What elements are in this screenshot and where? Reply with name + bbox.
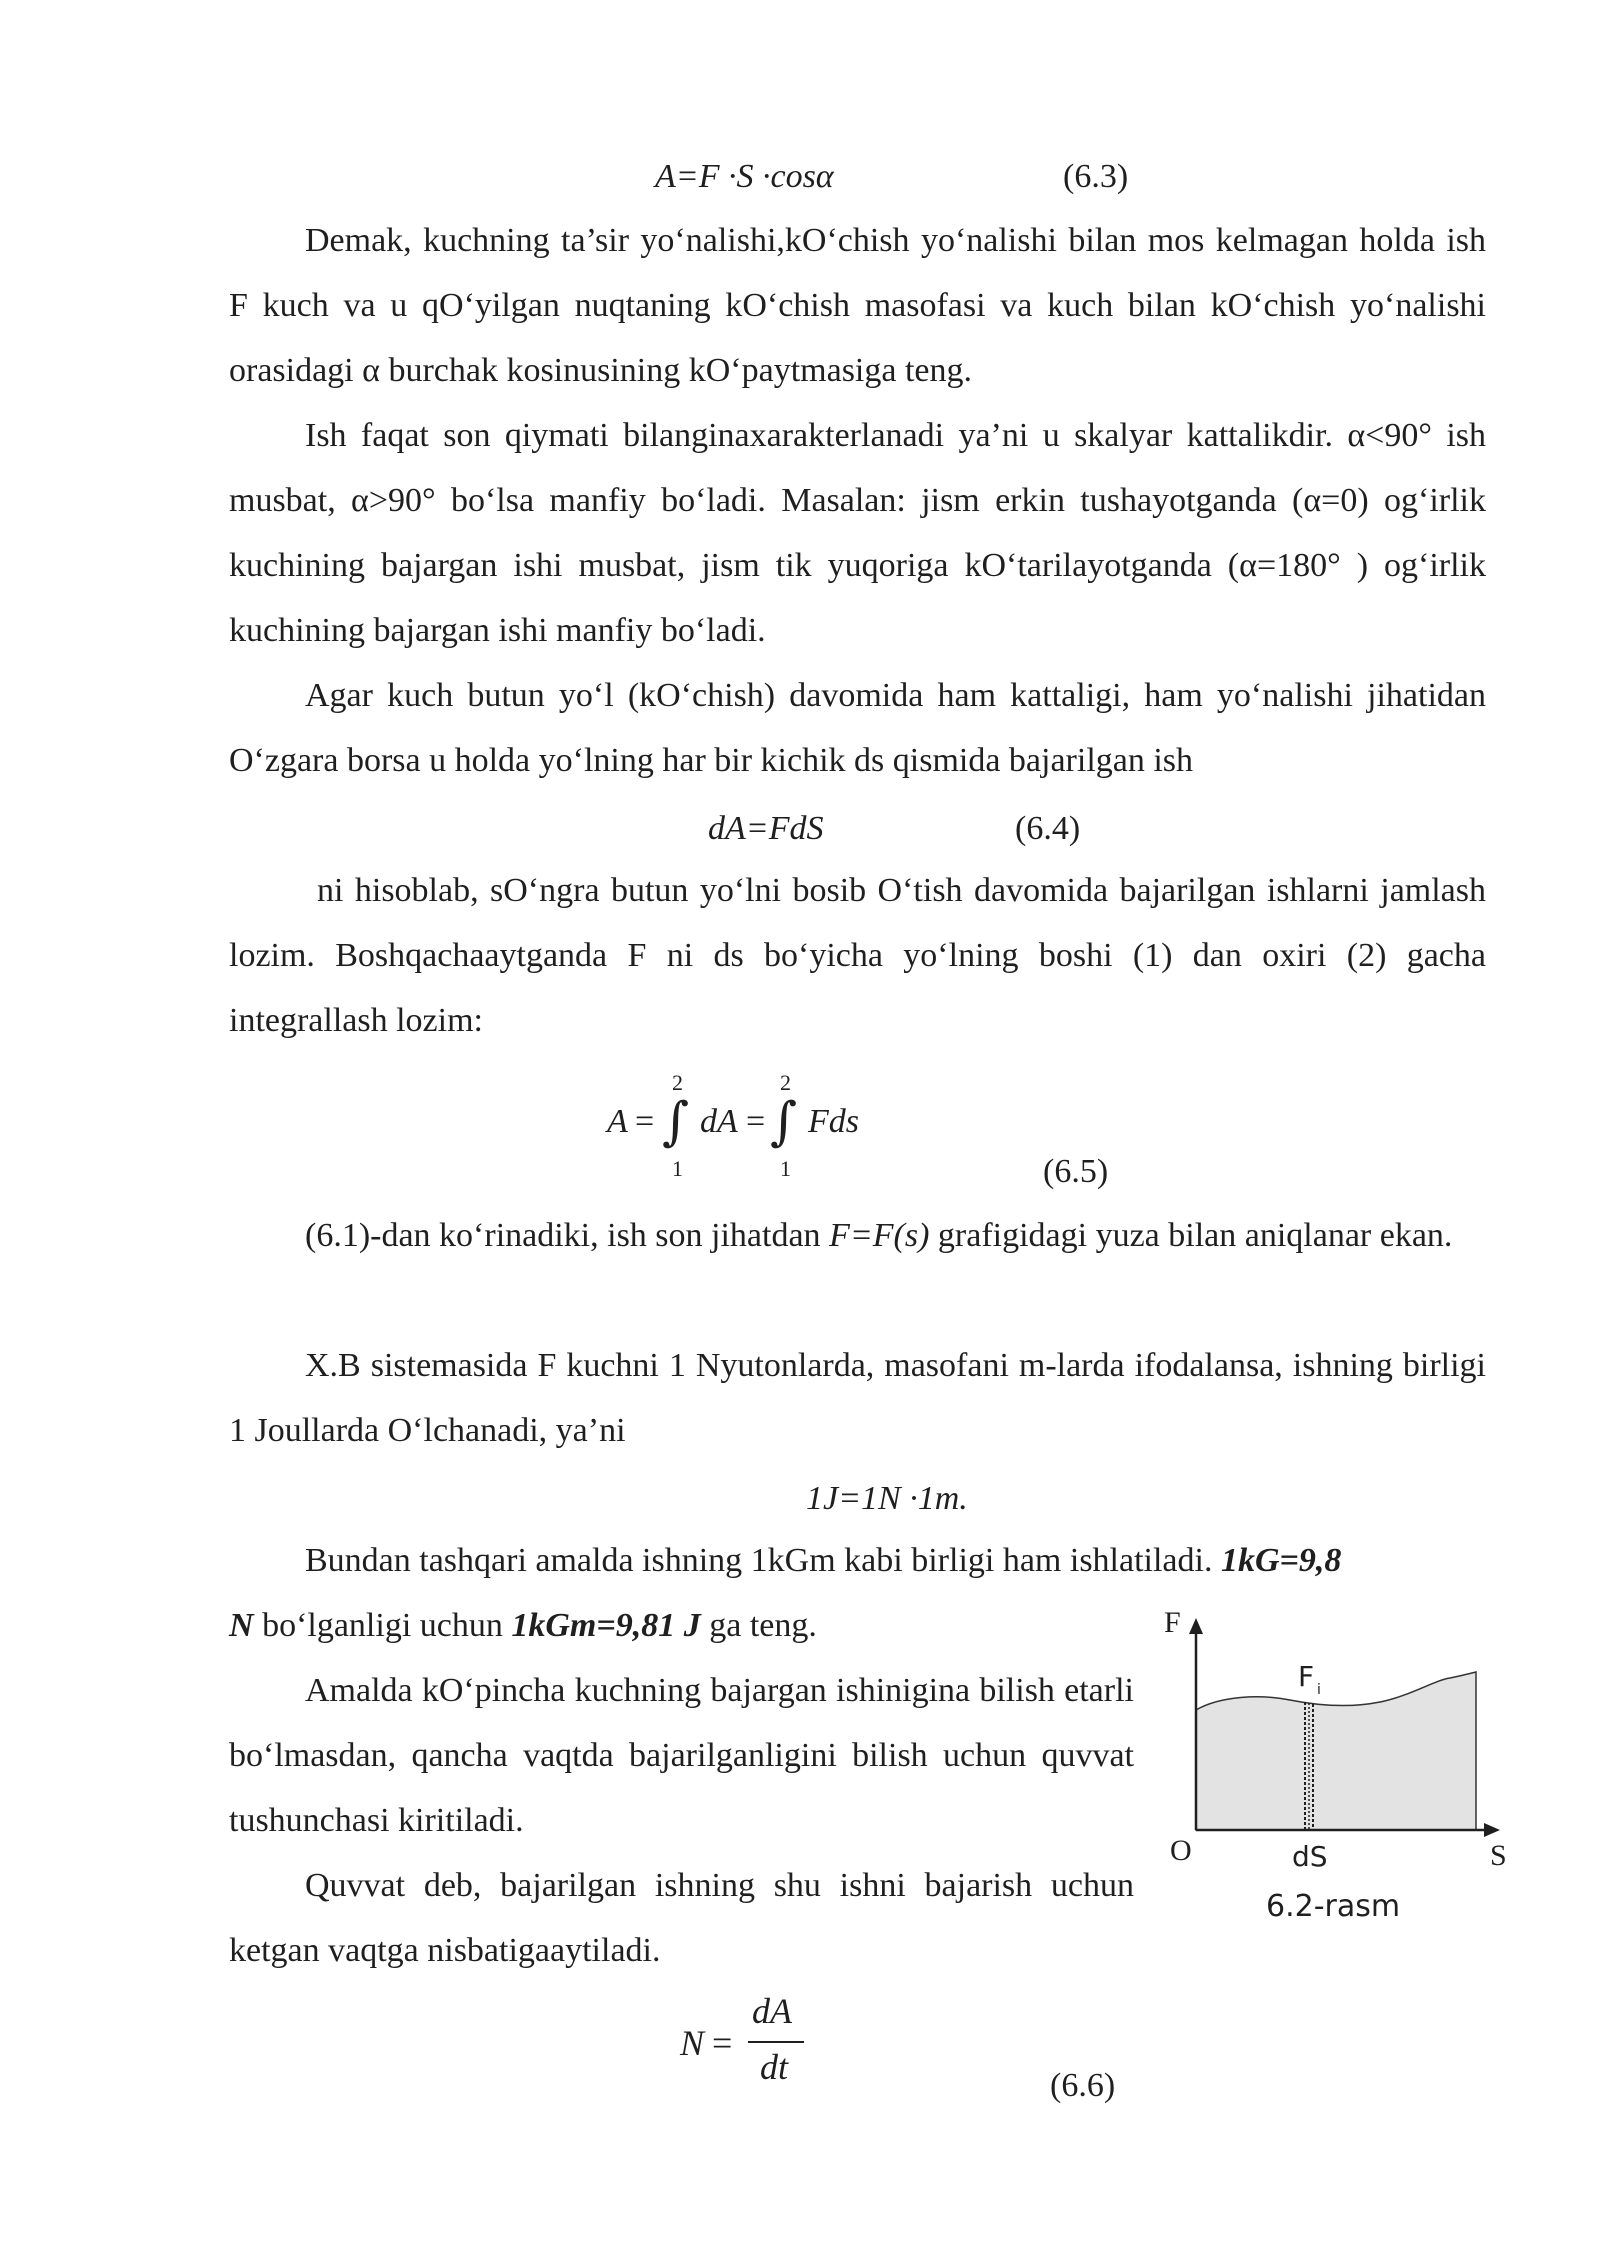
figure-force-distance-graph xyxy=(1150,1600,1530,1930)
fraction-numerator: dA xyxy=(752,1991,792,2031)
para5-function: F=F(s) xyxy=(829,1217,930,1254)
curve-label: F xyxy=(1298,1660,1315,1693)
paragraph-work-definition: Demak, kuchning ta’sir yo‘nalishi,kO‘chish yo‘nalishi bilan mos kelmagan holda ish F kuch va u qO‘yilgan nuqtaning kO‘chish masofasi va kuch bilan kO‘chish yo‘nalishi orasidagi α burchak kosinusining kO‘paytmasiga teng. xyxy=(229,222,1486,389)
power-lhs: N xyxy=(680,2023,705,2063)
integral-rhs: Fds xyxy=(808,1103,859,1140)
integral-sign-2: ∫ xyxy=(770,1092,798,1152)
para7-text-end: ga teng. xyxy=(700,1607,817,1644)
equation-joule: 1J=1N ·1m. xyxy=(806,1480,968,1517)
paragraph-power-definition xyxy=(229,1853,1134,1983)
x-axis-label: S xyxy=(1490,1839,1507,1872)
para5-text-end: grafigidagi yuza bilan aniqlanar ekan. xyxy=(929,1217,1453,1254)
equation-6-4: dA=FdS xyxy=(708,810,824,847)
para7-bold-n: N xyxy=(229,1607,254,1644)
fraction-denominator: dt xyxy=(760,2047,789,2087)
paragraph-graph-area xyxy=(229,1203,1486,1268)
equation-number-6-6: (6.6) xyxy=(1050,2067,1116,2104)
equation-number-6-3: (6.3) xyxy=(1063,158,1129,195)
integral-upper-limit-2: 2 xyxy=(780,1070,791,1095)
figure-caption: 6.2-rasm xyxy=(1266,1889,1401,1924)
para5-text-start: (6.1)-dan ko‘rinadiki, ish son jihatdan xyxy=(305,1217,830,1254)
origin-label: O xyxy=(1170,1834,1192,1867)
fraction-bar xyxy=(748,2041,804,2043)
integral-mid: dA xyxy=(700,1103,738,1140)
para7-text-start: Bundan tashqari amalda ishning 1kGm kabi birligi ham ishlatiladi. xyxy=(305,1542,1221,1579)
equals-sign-2: = xyxy=(746,1103,766,1140)
y-axis-arrow xyxy=(1189,1618,1203,1634)
integral-sign: ∫ xyxy=(662,1092,690,1152)
paragraph-integration: ni hisoblab, sO‘ngra butun yo‘lni bosib O‘tish davomida bajarilgan ishlarni jamlash lozim. Boshqachaaytganda F ni ds bo‘yicha yo‘lning boshi (1) dan oxiri (2) gacha integrallash lozim: xyxy=(229,872,1486,1039)
paragraph-kgm-unit-line2 xyxy=(229,1593,1134,1658)
equals-sign: = xyxy=(635,1103,655,1140)
equation-6-3: A=F ·S ·cosα xyxy=(655,158,834,195)
y-axis-label: F xyxy=(1164,1606,1181,1639)
x-axis-arrow xyxy=(1484,1823,1500,1837)
strip-label: dS xyxy=(1292,1840,1328,1873)
curve-label-subscript: i xyxy=(1317,1682,1321,1698)
integral-lhs: A xyxy=(607,1103,628,1140)
paragraph-kgm-unit xyxy=(229,1528,1486,1593)
paragraph-si-units: X.B sistemasida F kuchni 1 Nyutonlarda, masofani m-larda ifodalansa, ishning birligi 1 Joullarda O‘lchanadi, ya’ni xyxy=(229,1347,1486,1449)
para9-text: Quvvat deb, bajarilgan ishning shu ishni bajarish uchun ketgan vaqtga nisbatigaaytiladi. xyxy=(229,1867,1134,1969)
work-area xyxy=(1196,1672,1476,1830)
integral-lower-limit: 1 xyxy=(672,1156,683,1181)
integral-lower-limit-2: 1 xyxy=(780,1156,791,1181)
para7-bold-kg: 1kG=9,8 xyxy=(1220,1542,1342,1579)
paragraph-power-intro: Amalda kO‘pincha kuchning bajargan ishinigina bilish etarli bo‘lmasdan, qancha vaqtda bajarilganligini bilish uchun quvvat tushunchasi kiritiladi. xyxy=(229,1672,1134,1839)
equation-number-6-4: (6.4) xyxy=(1015,810,1081,847)
para7-text-mid: bo‘lganligi uchun xyxy=(253,1607,512,1644)
paragraph-variable-force: Agar kuch butun yo‘l (kO‘chish) davomida ham kattaligi, ham yo‘nalishi jihatidan O‘zgara borsa u holda yo‘lning har bir kichik ds qismida bajarilgan ish xyxy=(229,677,1486,779)
paragraph-work-sign: Ish faqat son qiymati bilanginaxarakterlanadi ya’ni u skalyar kattalikdir. α<90° ish musbat, α>90° bo‘lsa manfiy bo‘ladi. Masalan: jism erkin tushayotganda (α=0) og‘irlik kuchining bajargan ishi musbat, jism tik yuqoriga kO‘tarilayotganda (α=180° ) og‘irlik kuchining bajargan ishi manfiy bo‘ladi. xyxy=(229,417,1486,649)
equation-number-6-5: (6.5) xyxy=(1043,1153,1109,1190)
para7-bold-kgm: 1kGm=9,81 J xyxy=(511,1607,701,1644)
integral-upper-limit: 2 xyxy=(672,1070,683,1095)
power-equals: = xyxy=(712,2023,733,2063)
